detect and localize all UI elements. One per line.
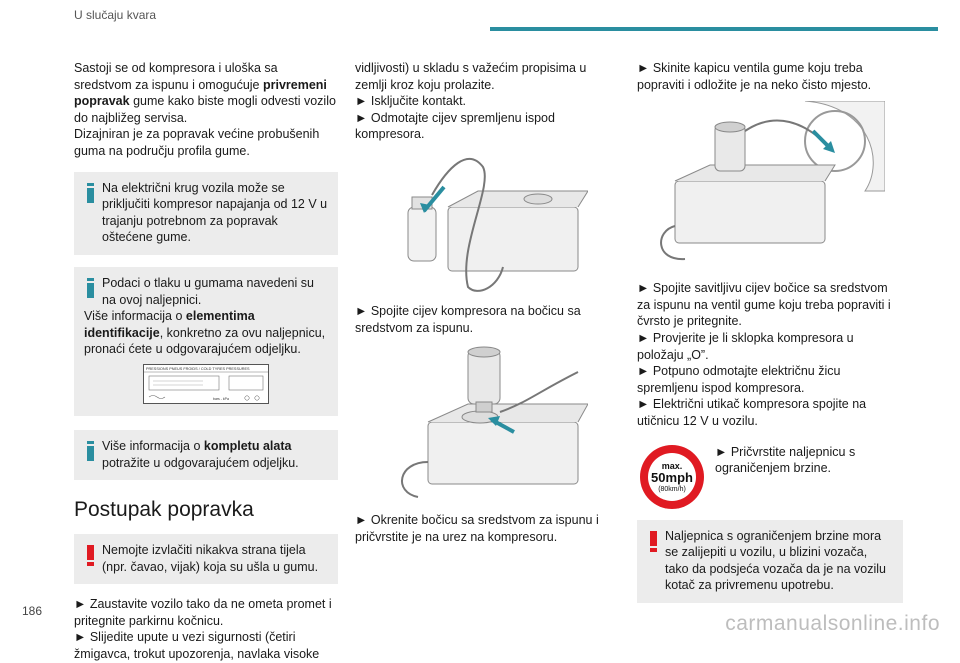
label-header-text: PRESSIONS PNEUS FROIDS / COLD TYRES PRESSURES [146,366,250,371]
step-check-switch: ► Provjerite je li sklopka kompresora u položaju „O”. [637,330,854,362]
step-turn-bottle: ► Okrenite bočicu sa sredstvom za ispunu i pričvrstite je na urez na kompresoru. [355,513,599,544]
intro-paragraph-2: Dizajniran je za popravak većine probušenih guma na području profila gume. [74,127,320,158]
info-icon [87,441,94,461]
valve-connection-illustration [655,101,885,266]
column-2 [355,60,620,545]
info-note-toolkit: Više informacija o kompletu alata potražite u odgovarajućem odjeljku. [74,430,338,480]
speed-max-text: max. [661,460,683,471]
warning-icon [650,531,657,551]
speed-kmh-text: (80km/h) [658,485,686,493]
step-remove-valve-cap: ► Skinite kapicu ventila gume koju treba popraviti i odložite je na neko čisto mjesto. [637,61,872,92]
step-unwind-hose: ► Odmotajte cijev spremljenu ispod kompresora. [355,110,555,142]
speed-limit-row [637,444,903,504]
step-attach-sticker: ► Pričvrstite naljepnicu s ograničenjem brzine. [715,444,856,476]
step-stop-vehicle: ► Zaustavite vozilo tako da ne ometa promet i pritegnite parkirnu kočnicu. [74,597,332,628]
speed-limit-sticker-icon [639,444,705,510]
speed-mph-text: 50mph [651,469,693,485]
column-1 [74,60,338,663]
step-plug-in: ► Električni utikač kompresora spojite na utičnicu 12 V u vozilu. [637,397,867,428]
running-header: U slučaju kvara [74,8,157,22]
page-number: 186 [22,604,43,618]
column-3 [637,60,903,603]
sealant-bottle-illustration [388,342,588,502]
section-heading: Postupak popravka [74,498,254,522]
watermark: carmanualsonline.info [725,612,940,635]
warning-note-speed-sticker: Naljepnica s ograničenjem brzine mora se zalijepiti u vozilu, u blizini vozača, tako da podsjeća vozača da je na vozilu kotač za privremenu upotrebu. [637,520,903,603]
intro-paragraph: Sastoji se od kompresora i uloška sa sredstvom za ispunu i omogućuje privremeni popravak gume kako biste mogli odvesti vozilo do najbližeg servisa. [74,61,336,125]
warning-note-foreign-objects: Nemojte izvlačiti nikakva strana tijela (npr. čavao, vijak) koja su ušla u gumu. [74,534,338,584]
step-ignition-off: ► Isključite kontakt. [355,94,467,109]
header-accent-bar [490,27,938,31]
step-safety: ► Slijedite upute u vezi sigurnosti (četiri žmigavca, trokut upozorenja, navlaka visoke [74,630,320,662]
compressor-hose-illustration [388,147,588,297]
step-connect-compressor-hose: ► Spojite cijev kompresora na bočicu sa sredstvom za ispunu. [355,303,581,335]
info-note-power: Na električni krug vozila može se priključiti kompresor napajanja od 12 V u trajanju potrebnom za popravak oštećene gume. [74,172,338,255]
warning-icon [87,545,94,565]
step-connect-valve: ► Spojite savitljivu cijev bočice sa sredstvom za ispunu na ventil gume koju treba popraviti i čvrsto je pritegnite. [637,281,891,329]
info-icon [87,278,94,298]
tyre-pressure-label-illustration [143,364,269,404]
info-note-pressure: Podaci o tlaku u gumama navedeni su na ovoj naljepnici. Više informacija o elementima identifikacije, konkretno za ovu naljepnicu, pronaći ćete u odgovarajućem odjeljku. PRESSIONS PNEUS FROIDS / COLD TYRES PRESSURES bars - kPa [74,267,338,416]
step-unwind-cable: ► Potpuno odmotajte električnu žicu spremljenu ispod kompresora. [637,364,841,395]
step-safety-cont: vidljivosti) u skladu s važećim propisima u zemlji kroz koju prolazite. [355,61,587,92]
more-info-text: Više informacija o elementima identifikacije, konkretno za ovu naljepnicu, pronaći ćete u odgovarajućem odjeljku. [84,309,326,357]
label-footer-text: bars - kPa [213,396,229,401]
info-icon [87,183,94,203]
